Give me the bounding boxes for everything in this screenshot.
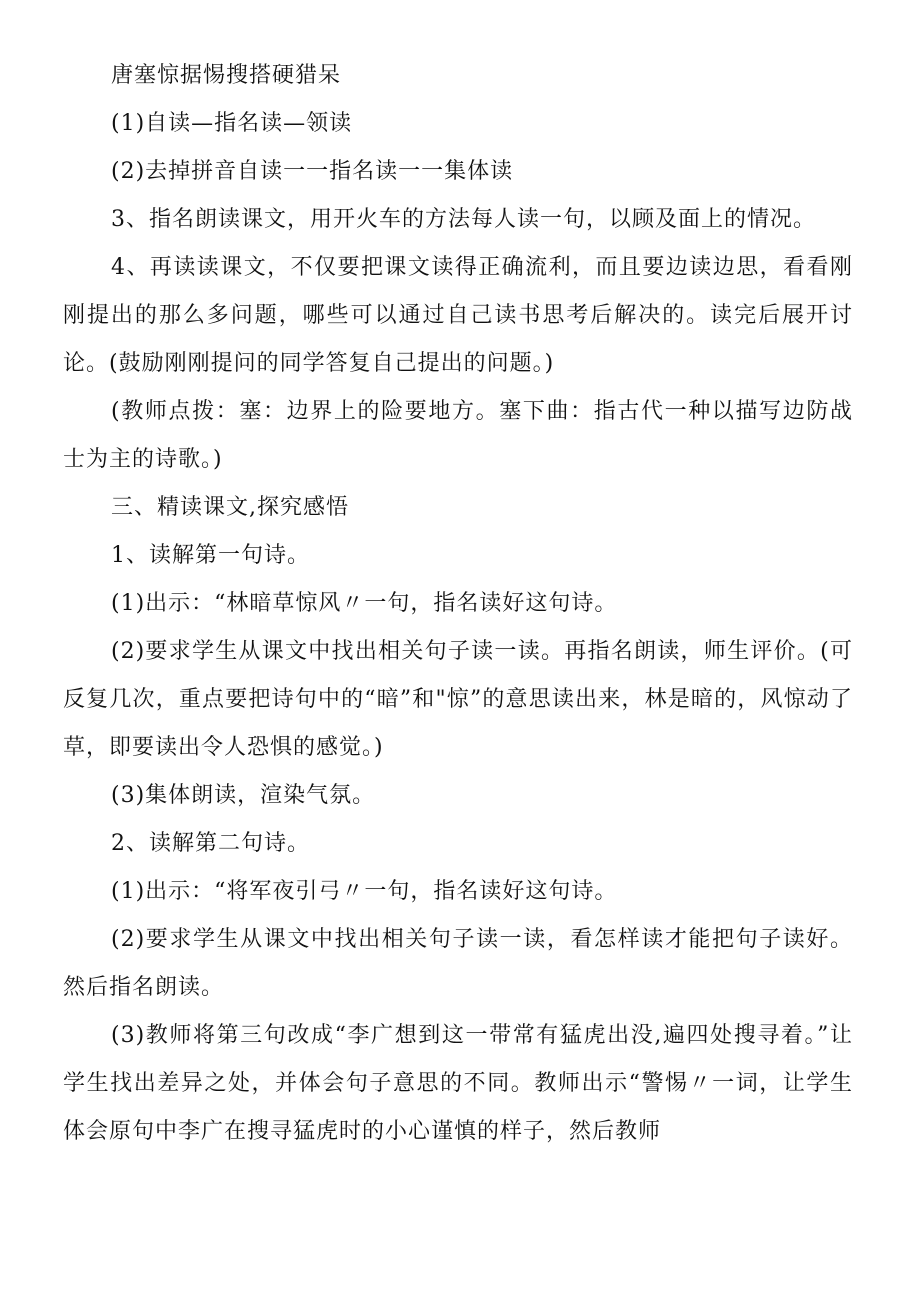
paragraph-11: (3)集体朗读，渲染气氛。 <box>111 783 376 808</box>
paragraph-2: (1)自读—指名读—领读 <box>111 111 353 136</box>
paragraph-8: 1、读解第一句诗。 <box>111 543 310 568</box>
paragraph-14: (2)要求学生从课文中找出相关句子读一读，看怎样读才能把句子读好。然后指名朗读。 <box>63 927 853 1000</box>
section-heading: 三、精读课文,探究感悟 <box>111 495 349 520</box>
paragraph-1: 唐塞惊据惕搜搭硬猎呆 <box>111 63 342 88</box>
paragraph-3: (2)去掉拼音自读一一指名读一一集体读 <box>111 159 514 184</box>
paragraph-10: (2)要求学生从课文中找出相关句子读一读。再指名朗读，师生评价。(可反复几次，重点要把诗句中的“暗”和"惊”的意思读出来，林是暗的，风惊动了草，即要读出令人恐惧的感觉。) <box>63 639 853 760</box>
paragraph-13: (1)出示：“将军夜引弓〃一句，指名读好这句诗。 <box>111 879 618 904</box>
paragraph-6: (教师点拨：塞：边界上的险要地方。塞下曲：指古代一种以描写边防战士为主的诗歌。) <box>63 399 853 472</box>
paragraph-9: (1)出示：“林暗草惊风〃一句，指名读好这句诗。 <box>111 591 618 616</box>
paragraph-12: 2、读解第二句诗。 <box>111 831 310 856</box>
paragraph-15: (3)教师将第三句改成“李广想到这一带常有猛虎出没,遍四处搜寻着。”让学生找出差异之处，并体会句子意思的不同。教师出示“警惕〃一词，让学生体会原句中李广在搜寻猛虎时的小心谨慎的样子，然后教师 <box>63 1023 853 1144</box>
document-body <box>63 52 853 1156</box>
paragraph-4: 3、指名朗读课文，用开火车的方法每人读一句，以顾及面上的情况。 <box>111 207 816 232</box>
paragraph-5: 4、再读读课文，不仅要把课文读得正确流利，而且要边读边思，看看刚刚提出的那么多问题，哪些可以通过自己读书思考后解决的。读完后展开讨论。(鼓励刚刚提问的同学答复自己提出的问题。) <box>63 255 853 376</box>
